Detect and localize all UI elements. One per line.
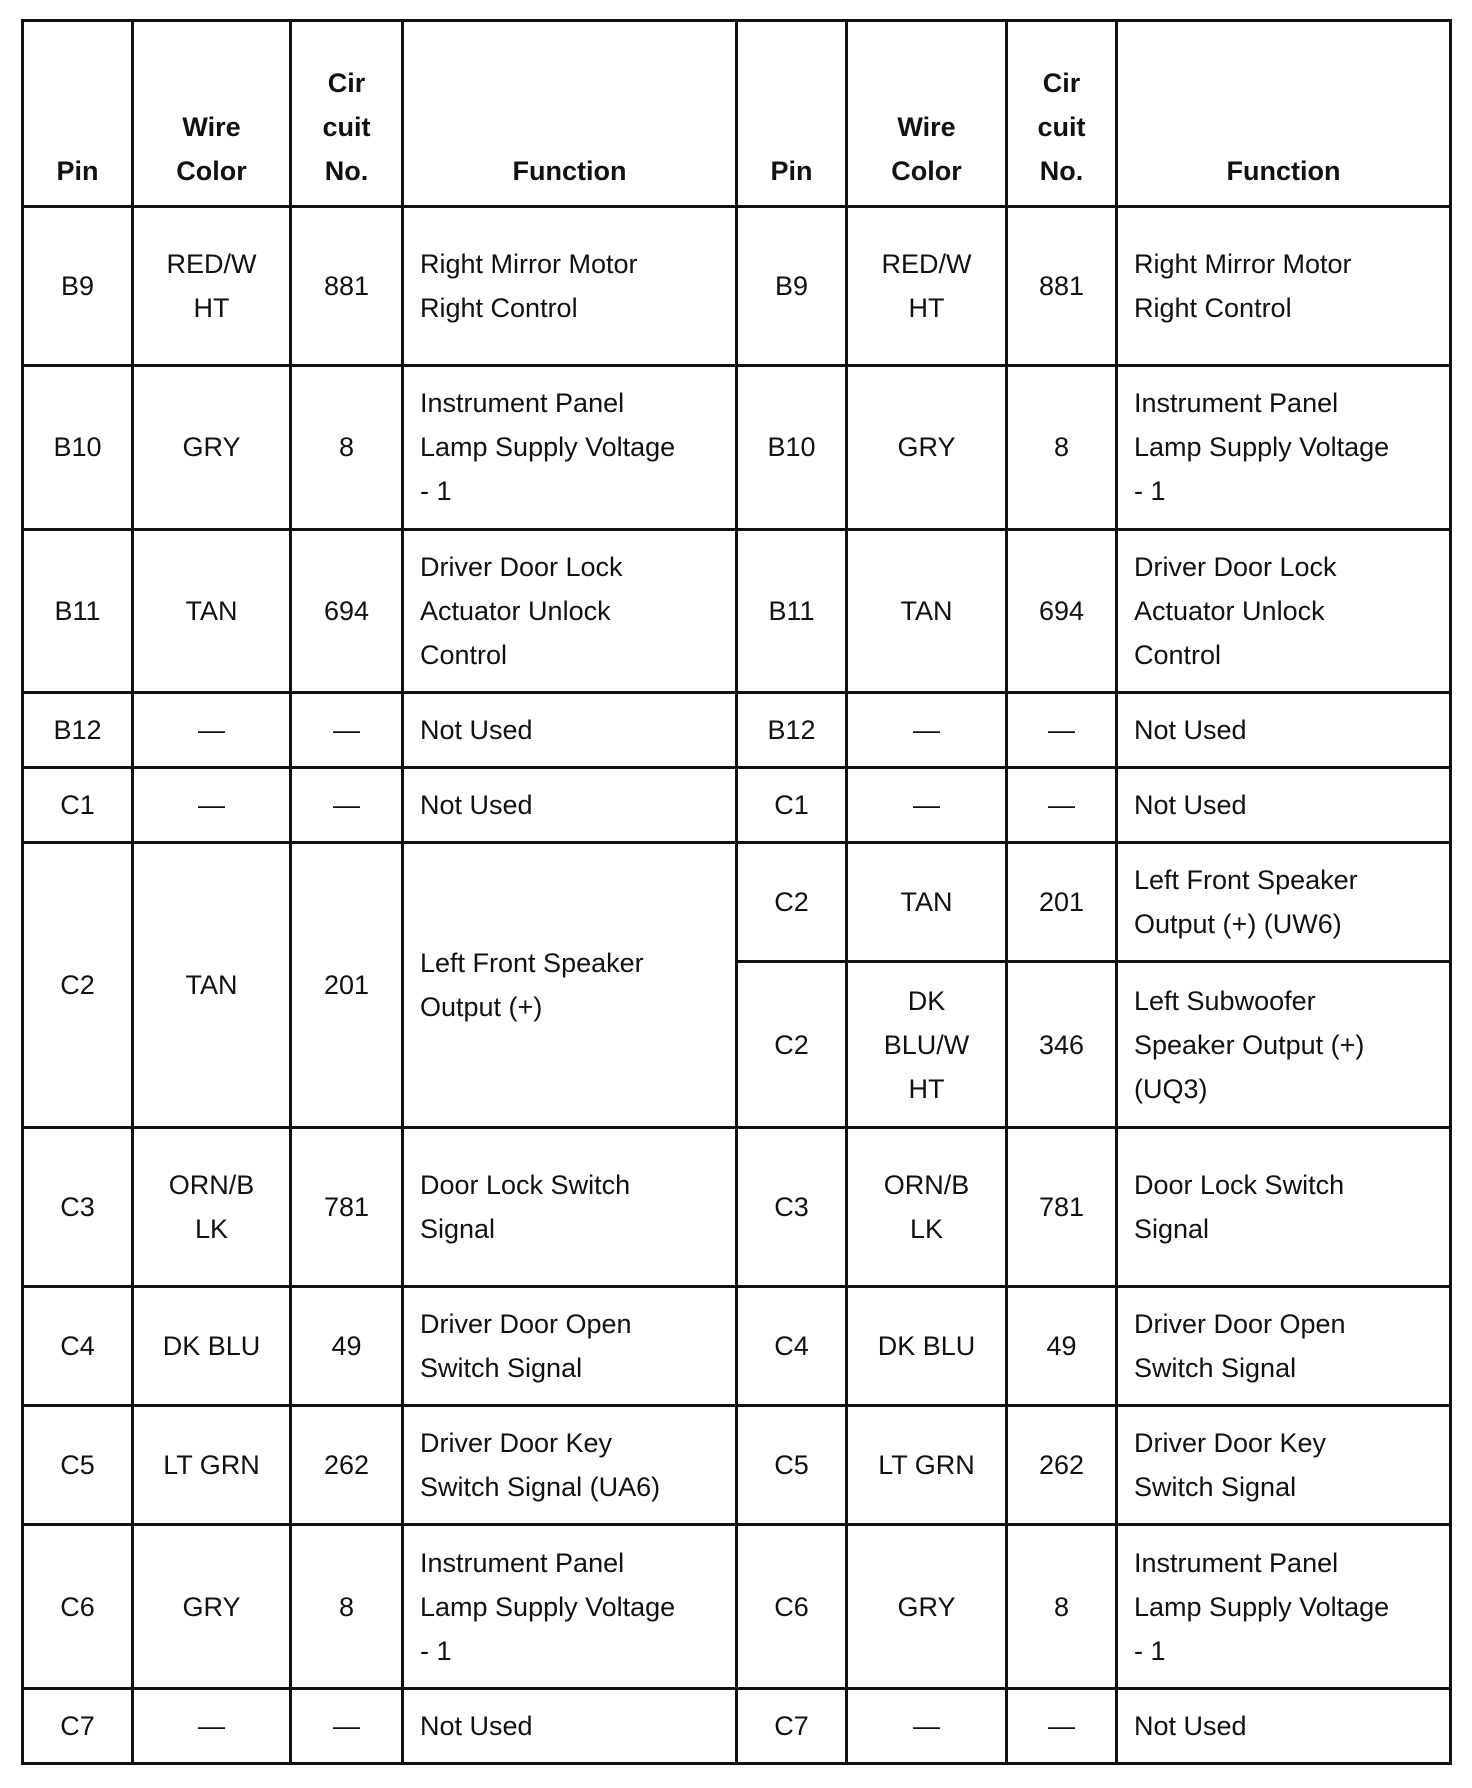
wire-color-cell: — xyxy=(847,1689,1007,1764)
table-row xyxy=(23,1128,1451,1287)
pin-cell: B12 xyxy=(23,693,133,768)
function-cell: Instrument Panel Lamp Supply Voltage - 1 xyxy=(1117,1525,1451,1689)
circuit-cell: 8 xyxy=(1007,1525,1117,1689)
function-cell: Instrument Panel Lamp Supply Voltage - 1 xyxy=(403,1525,737,1689)
wire-color-cell: LT GRN xyxy=(847,1406,1007,1525)
pin-cell: B10 xyxy=(23,365,133,529)
pin-cell: C3 xyxy=(23,1128,133,1287)
function-cell: Not Used xyxy=(403,768,737,843)
wire-color-cell: DK BLU xyxy=(133,1286,291,1405)
table-row xyxy=(23,1406,1451,1525)
header-pin: Pin xyxy=(737,21,847,207)
pin-cell: C4 xyxy=(737,1286,847,1405)
function-cell: Right Mirror Motor Right Control xyxy=(1117,207,1451,366)
function-cell: Driver Door Lock Actuator Unlock Control xyxy=(403,529,737,693)
circuit-cell: — xyxy=(291,768,403,843)
pin-cell: C1 xyxy=(737,768,847,843)
pin-cell: C5 xyxy=(23,1406,133,1525)
pin-cell: C4 xyxy=(23,1286,133,1405)
pin-cell: C5 xyxy=(737,1406,847,1525)
table-row xyxy=(23,207,1451,366)
wire-color-cell: GRY xyxy=(847,365,1007,529)
wire-color-cell: RED/W HT xyxy=(133,207,291,366)
pin-cell: C7 xyxy=(737,1689,847,1764)
wire-color-cell: ORN/B LK xyxy=(847,1128,1007,1287)
function-cell: Not Used xyxy=(1117,768,1451,843)
wire-color-cell: ORN/B LK xyxy=(133,1128,291,1287)
wire-color-cell: — xyxy=(133,768,291,843)
table-row xyxy=(23,1525,1451,1689)
pin-cell: C6 xyxy=(23,1525,133,1689)
wire-color-cell: TAN xyxy=(133,529,291,693)
header-function: Function xyxy=(403,21,737,207)
function-cell: Not Used xyxy=(403,1689,737,1764)
wire-color-cell: LT GRN xyxy=(133,1406,291,1525)
wire-color-cell: DK BLU xyxy=(847,1286,1007,1405)
pin-cell: B11 xyxy=(737,529,847,693)
circuit-cell: 881 xyxy=(291,207,403,366)
function-cell: Left Front Speaker Output (+) (UW6) xyxy=(1117,842,1451,961)
pin-cell: C6 xyxy=(737,1525,847,1689)
circuit-cell: 201 xyxy=(1007,842,1117,961)
function-cell: Driver Door Key Switch Signal xyxy=(1117,1406,1451,1525)
circuit-cell: — xyxy=(291,693,403,768)
pin-cell: B12 xyxy=(737,693,847,768)
function-cell: Driver Door Lock Actuator Unlock Control xyxy=(1117,529,1451,693)
wire-color-cell: TAN xyxy=(133,842,291,1127)
pinout-table xyxy=(21,19,1452,1765)
pin-cell: C2 xyxy=(737,842,847,961)
pin-cell: C3 xyxy=(737,1128,847,1287)
function-cell: Not Used xyxy=(1117,693,1451,768)
circuit-cell: 201 xyxy=(291,842,403,1127)
circuit-cell: — xyxy=(1007,693,1117,768)
table-row xyxy=(23,768,1451,843)
function-cell: Driver Door Open Switch Signal xyxy=(403,1286,737,1405)
pin-cell: C1 xyxy=(23,768,133,843)
circuit-cell: 262 xyxy=(291,1406,403,1525)
table-row xyxy=(23,1689,1451,1764)
function-cell: Right Mirror Motor Right Control xyxy=(403,207,737,366)
circuit-cell: 781 xyxy=(291,1128,403,1287)
function-cell: Driver Door Open Switch Signal xyxy=(1117,1286,1451,1405)
function-cell: Instrument Panel Lamp Supply Voltage - 1 xyxy=(403,365,737,529)
pin-cell: C2 xyxy=(23,842,133,1127)
header-wire-color: Wire Color xyxy=(133,21,291,207)
wire-color-cell: GRY xyxy=(133,365,291,529)
function-cell: Left Subwoofer Speaker Output (+) (UQ3) xyxy=(1117,962,1451,1128)
pin-cell: B10 xyxy=(737,365,847,529)
wire-color-cell: DK BLU/W HT xyxy=(847,962,1007,1128)
wire-color-cell: GRY xyxy=(133,1525,291,1689)
wire-color-cell: TAN xyxy=(847,529,1007,693)
wire-color-cell: — xyxy=(847,768,1007,843)
circuit-cell: 49 xyxy=(291,1286,403,1405)
circuit-cell: 781 xyxy=(1007,1128,1117,1287)
pin-cell: B11 xyxy=(23,529,133,693)
function-cell: Not Used xyxy=(1117,1689,1451,1764)
function-cell: Driver Door Key Switch Signal (UA6) xyxy=(403,1406,737,1525)
table-row xyxy=(23,529,1451,693)
table-row xyxy=(23,842,1451,961)
wire-color-cell: — xyxy=(133,693,291,768)
circuit-cell: — xyxy=(291,1689,403,1764)
circuit-cell: 881 xyxy=(1007,207,1117,366)
function-cell: Not Used xyxy=(403,693,737,768)
circuit-cell: 694 xyxy=(291,529,403,693)
header-row xyxy=(23,21,1451,207)
pin-cell: C2 xyxy=(737,962,847,1128)
function-cell: Left Front Speaker Output (+) xyxy=(403,842,737,1127)
header-wire-color: Wire Color xyxy=(847,21,1007,207)
pin-cell: B9 xyxy=(737,207,847,366)
circuit-cell: 694 xyxy=(1007,529,1117,693)
function-cell: Door Lock Switch Signal xyxy=(1117,1128,1451,1287)
wire-color-cell: GRY xyxy=(847,1525,1007,1689)
pin-cell: B9 xyxy=(23,207,133,366)
circuit-cell: 8 xyxy=(291,365,403,529)
function-cell: Instrument Panel Lamp Supply Voltage - 1 xyxy=(1117,365,1451,529)
wire-color-cell: RED/W HT xyxy=(847,207,1007,366)
wire-color-cell: — xyxy=(847,693,1007,768)
wire-color-cell: — xyxy=(133,1689,291,1764)
circuit-cell: — xyxy=(1007,768,1117,843)
function-cell: Door Lock Switch Signal xyxy=(403,1128,737,1287)
circuit-cell: 346 xyxy=(1007,962,1117,1128)
table-row xyxy=(23,693,1451,768)
header-circuit-no: Cir cuit No. xyxy=(1007,21,1117,207)
circuit-cell: 8 xyxy=(1007,365,1117,529)
circuit-cell: — xyxy=(1007,1689,1117,1764)
header-pin: Pin xyxy=(23,21,133,207)
pin-cell: C7 xyxy=(23,1689,133,1764)
circuit-cell: 49 xyxy=(1007,1286,1117,1405)
header-circuit-no: Cir cuit No. xyxy=(291,21,403,207)
circuit-cell: 262 xyxy=(1007,1406,1117,1525)
wire-color-cell: TAN xyxy=(847,842,1007,961)
table-row xyxy=(23,1286,1451,1405)
table-row xyxy=(23,365,1451,529)
header-function: Function xyxy=(1117,21,1451,207)
circuit-cell: 8 xyxy=(291,1525,403,1689)
